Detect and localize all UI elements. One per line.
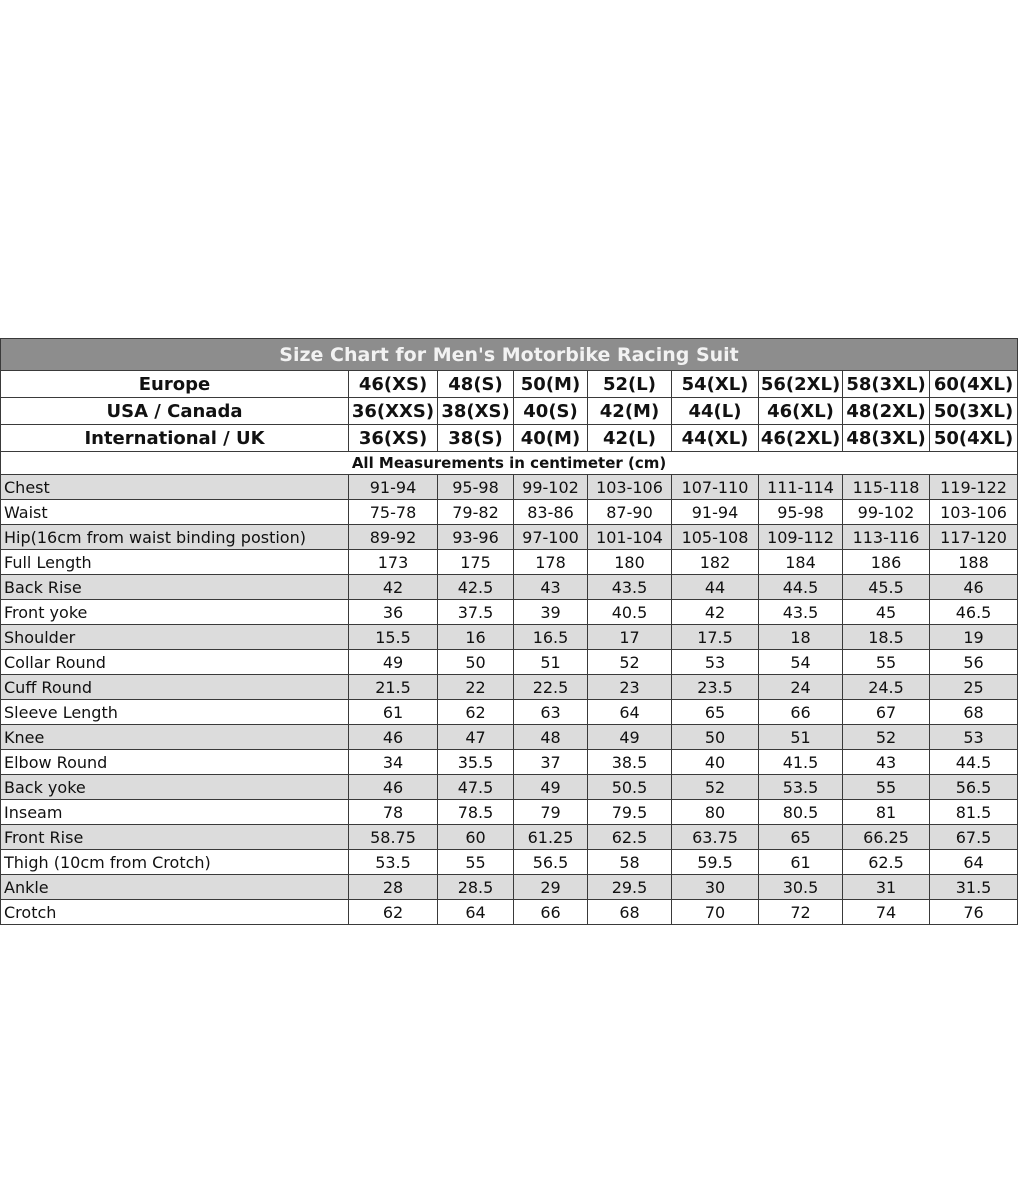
measurement-value: 91-94 [349, 475, 438, 500]
measurement-row [1, 625, 1018, 650]
measurement-label: Sleeve Length [1, 700, 349, 725]
measurement-value: 42 [349, 575, 438, 600]
measurement-value: 80 [672, 800, 759, 825]
measurement-value: 46 [930, 575, 1018, 600]
measurement-value: 105-108 [672, 525, 759, 550]
measurement-value: 17 [588, 625, 672, 650]
unit-note-row [1, 452, 1018, 475]
measurement-value: 37 [514, 750, 588, 775]
measurement-label: Crotch [1, 900, 349, 925]
measurement-label: Knee [1, 725, 349, 750]
measurement-value: 45.5 [843, 575, 930, 600]
size-cell: 36(XXS) [349, 398, 438, 425]
measurement-value: 59.5 [672, 850, 759, 875]
measurement-value: 55 [843, 650, 930, 675]
measurement-value: 28 [349, 875, 438, 900]
measurement-value: 173 [349, 550, 438, 575]
measurement-value: 29.5 [588, 875, 672, 900]
measurement-value: 67.5 [930, 825, 1018, 850]
measurement-value: 43 [514, 575, 588, 600]
measurement-value: 28.5 [438, 875, 514, 900]
measurement-value: 101-104 [588, 525, 672, 550]
size-cell: 48(3XL) [843, 425, 930, 452]
measurement-value: 49 [349, 650, 438, 675]
measurement-value: 188 [930, 550, 1018, 575]
measurement-row [1, 650, 1018, 675]
measurement-value: 17.5 [672, 625, 759, 650]
measurement-value: 38.5 [588, 750, 672, 775]
measurement-label: Ankle [1, 875, 349, 900]
measurement-value: 91-94 [672, 500, 759, 525]
measurement-row [1, 875, 1018, 900]
measurement-value: 81 [843, 800, 930, 825]
measurement-value: 15.5 [349, 625, 438, 650]
measurement-value: 79-82 [438, 500, 514, 525]
measurement-label: Back yoke [1, 775, 349, 800]
measurement-label: Thigh (10cm from Crotch) [1, 850, 349, 875]
measurement-value: 95-98 [438, 475, 514, 500]
measurement-value: 66.25 [843, 825, 930, 850]
measurement-value: 62.5 [843, 850, 930, 875]
measurement-row [1, 675, 1018, 700]
size-cell: 48(S) [438, 371, 514, 398]
size-cell: 40(M) [514, 425, 588, 452]
measurement-value: 43.5 [588, 575, 672, 600]
measurement-value: 22.5 [514, 675, 588, 700]
measurement-value: 83-86 [514, 500, 588, 525]
measurement-value: 23 [588, 675, 672, 700]
measurement-value: 49 [514, 775, 588, 800]
size-system-row [1, 398, 1018, 425]
measurement-value: 37.5 [438, 600, 514, 625]
measurement-value: 107-110 [672, 475, 759, 500]
measurement-value: 103-106 [930, 500, 1018, 525]
measurement-row [1, 825, 1018, 850]
measurement-value: 60 [438, 825, 514, 850]
measurement-row [1, 600, 1018, 625]
size-cell: 38(XS) [438, 398, 514, 425]
measurement-value: 113-116 [843, 525, 930, 550]
measurement-value: 52 [672, 775, 759, 800]
measurement-value: 68 [930, 700, 1018, 725]
size-cell: 50(M) [514, 371, 588, 398]
measurement-value: 78.5 [438, 800, 514, 825]
measurement-value: 19 [930, 625, 1018, 650]
measurement-value: 43.5 [759, 600, 843, 625]
measurement-value: 23.5 [672, 675, 759, 700]
measurement-value: 63 [514, 700, 588, 725]
measurement-value: 74 [843, 900, 930, 925]
measurement-value: 52 [843, 725, 930, 750]
size-cell: 46(XL) [759, 398, 843, 425]
measurement-value: 30 [672, 875, 759, 900]
measurement-value: 43 [843, 750, 930, 775]
measurement-value: 81.5 [930, 800, 1018, 825]
size-chart-table [0, 338, 1018, 925]
measurement-label: Front yoke [1, 600, 349, 625]
measurement-value: 99-102 [514, 475, 588, 500]
measurement-value: 67 [843, 700, 930, 725]
measurement-value: 36 [349, 600, 438, 625]
measurement-value: 66 [514, 900, 588, 925]
measurement-value: 47.5 [438, 775, 514, 800]
measurement-value: 50 [672, 725, 759, 750]
measurement-value: 64 [930, 850, 1018, 875]
measurement-value: 109-112 [759, 525, 843, 550]
measurement-label: Cuff Round [1, 675, 349, 700]
title-row [1, 339, 1018, 371]
measurement-value: 53.5 [759, 775, 843, 800]
size-cell: 52(L) [588, 371, 672, 398]
size-cell: 50(3XL) [930, 398, 1018, 425]
measurement-value: 41.5 [759, 750, 843, 775]
unit-note: All Measurements in centimeter (cm) [1, 452, 1018, 475]
measurement-value: 119-122 [930, 475, 1018, 500]
measurement-value: 56 [930, 650, 1018, 675]
measurement-label: Elbow Round [1, 750, 349, 775]
measurement-value: 180 [588, 550, 672, 575]
measurement-value: 80.5 [759, 800, 843, 825]
measurement-value: 103-106 [588, 475, 672, 500]
size-cell: 58(3XL) [843, 371, 930, 398]
measurement-value: 35.5 [438, 750, 514, 775]
measurement-value: 63.75 [672, 825, 759, 850]
measurement-value: 62 [349, 900, 438, 925]
measurement-value: 93-96 [438, 525, 514, 550]
measurement-value: 47 [438, 725, 514, 750]
measurement-value: 45 [843, 600, 930, 625]
measurement-value: 175 [438, 550, 514, 575]
size-cell: 44(L) [672, 398, 759, 425]
size-cell: 50(4XL) [930, 425, 1018, 452]
measurement-row [1, 500, 1018, 525]
measurement-value: 66 [759, 700, 843, 725]
measurement-value: 87-90 [588, 500, 672, 525]
measurement-value: 40.5 [588, 600, 672, 625]
measurement-row [1, 725, 1018, 750]
size-cell: 42(L) [588, 425, 672, 452]
measurement-value: 55 [438, 850, 514, 875]
measurement-value: 68 [588, 900, 672, 925]
measurement-value: 54 [759, 650, 843, 675]
measurement-value: 64 [588, 700, 672, 725]
measurement-value: 72 [759, 900, 843, 925]
measurement-value: 70 [672, 900, 759, 925]
measurement-value: 58.75 [349, 825, 438, 850]
measurement-value: 62.5 [588, 825, 672, 850]
measurement-value: 186 [843, 550, 930, 575]
measurement-value: 76 [930, 900, 1018, 925]
measurement-value: 44.5 [759, 575, 843, 600]
size-cell: 54(XL) [672, 371, 759, 398]
measurement-value: 24.5 [843, 675, 930, 700]
size-cell: 46(2XL) [759, 425, 843, 452]
size-system-row [1, 425, 1018, 452]
measurement-value: 89-92 [349, 525, 438, 550]
size-cell: 40(S) [514, 398, 588, 425]
size-region-label: USA / Canada [1, 398, 349, 425]
size-cell: 56(2XL) [759, 371, 843, 398]
measurement-value: 65 [672, 700, 759, 725]
size-region-label: Europe [1, 371, 349, 398]
measurement-value: 53.5 [349, 850, 438, 875]
measurement-label: Chest [1, 475, 349, 500]
measurement-value: 44.5 [930, 750, 1018, 775]
size-cell: 60(4XL) [930, 371, 1018, 398]
measurement-value: 53 [672, 650, 759, 675]
chart-title: Size Chart for Men's Motorbike Racing Suit [1, 339, 1018, 371]
measurement-row [1, 900, 1018, 925]
measurement-row [1, 750, 1018, 775]
measurement-value: 29 [514, 875, 588, 900]
measurement-value: 55 [843, 775, 930, 800]
measurement-value: 58 [588, 850, 672, 875]
measurement-value: 182 [672, 550, 759, 575]
size-system-row [1, 371, 1018, 398]
measurement-row [1, 775, 1018, 800]
measurement-value: 49 [588, 725, 672, 750]
measurement-value: 97-100 [514, 525, 588, 550]
measurement-row [1, 575, 1018, 600]
measurement-value: 34 [349, 750, 438, 775]
measurement-value: 44 [672, 575, 759, 600]
size-cell: 36(XS) [349, 425, 438, 452]
measurement-value: 42.5 [438, 575, 514, 600]
measurement-value: 65 [759, 825, 843, 850]
measurement-value: 16.5 [514, 625, 588, 650]
measurement-row [1, 550, 1018, 575]
measurement-value: 46 [349, 725, 438, 750]
measurement-row [1, 850, 1018, 875]
measurement-value: 46 [349, 775, 438, 800]
measurement-value: 46.5 [930, 600, 1018, 625]
measurement-value: 62 [438, 700, 514, 725]
measurement-value: 184 [759, 550, 843, 575]
measurement-value: 53 [930, 725, 1018, 750]
size-cell: 44(XL) [672, 425, 759, 452]
measurement-value: 18 [759, 625, 843, 650]
measurement-label: Collar Round [1, 650, 349, 675]
measurement-label: Waist [1, 500, 349, 525]
measurement-value: 22 [438, 675, 514, 700]
measurement-row [1, 525, 1018, 550]
measurement-value: 50 [438, 650, 514, 675]
measurement-value: 51 [514, 650, 588, 675]
measurement-value: 42 [672, 600, 759, 625]
measurement-value: 25 [930, 675, 1018, 700]
measurement-value: 39 [514, 600, 588, 625]
measurement-value: 95-98 [759, 500, 843, 525]
measurement-row [1, 700, 1018, 725]
measurement-value: 31.5 [930, 875, 1018, 900]
measurement-label: Back Rise [1, 575, 349, 600]
measurement-label: Full Length [1, 550, 349, 575]
measurement-value: 21.5 [349, 675, 438, 700]
measurement-value: 56.5 [930, 775, 1018, 800]
measurement-value: 56.5 [514, 850, 588, 875]
measurement-value: 79.5 [588, 800, 672, 825]
measurement-value: 99-102 [843, 500, 930, 525]
measurement-value: 18.5 [843, 625, 930, 650]
measurement-value: 30.5 [759, 875, 843, 900]
measurement-label: Front Rise [1, 825, 349, 850]
measurement-value: 115-118 [843, 475, 930, 500]
measurement-value: 50.5 [588, 775, 672, 800]
measurement-value: 117-120 [930, 525, 1018, 550]
measurement-value: 40 [672, 750, 759, 775]
measurement-value: 31 [843, 875, 930, 900]
measurement-value: 64 [438, 900, 514, 925]
measurement-value: 48 [514, 725, 588, 750]
measurement-label: Shoulder [1, 625, 349, 650]
measurement-row [1, 475, 1018, 500]
size-cell: 42(M) [588, 398, 672, 425]
measurement-value: 61.25 [514, 825, 588, 850]
measurement-value: 16 [438, 625, 514, 650]
measurement-value: 79 [514, 800, 588, 825]
measurement-value: 75-78 [349, 500, 438, 525]
measurement-value: 111-114 [759, 475, 843, 500]
measurement-value: 61 [759, 850, 843, 875]
measurement-row [1, 800, 1018, 825]
measurement-value: 178 [514, 550, 588, 575]
measurement-value: 78 [349, 800, 438, 825]
measurement-label: Hip(16cm from waist binding postion) [1, 525, 349, 550]
size-cell: 46(XS) [349, 371, 438, 398]
measurement-value: 52 [588, 650, 672, 675]
measurement-value: 24 [759, 675, 843, 700]
measurement-value: 51 [759, 725, 843, 750]
size-cell: 48(2XL) [843, 398, 930, 425]
size-region-label: International / UK [1, 425, 349, 452]
size-cell: 38(S) [438, 425, 514, 452]
measurement-label: Inseam [1, 800, 349, 825]
measurement-value: 61 [349, 700, 438, 725]
